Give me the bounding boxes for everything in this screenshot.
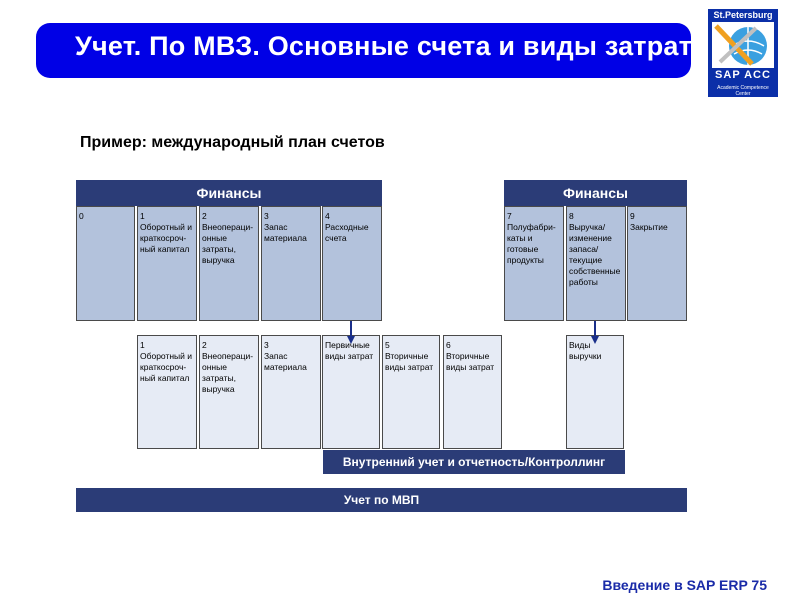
bottom-box-2: 2 Внеопераци-онные затраты, выручка <box>199 335 259 449</box>
globe-icon <box>712 22 774 68</box>
bottom-box-revenue-types: Виды выручки <box>566 335 624 449</box>
bottom-box-primary-costs: Первичные виды затрат <box>322 335 380 449</box>
bottom-box-6: 6 Вторичные виды затрат <box>443 335 502 449</box>
top-box-9: 9 Закрытие <box>627 206 687 321</box>
bottom-box-5: 5 Вторичные виды затрат <box>382 335 440 449</box>
finance-header-right: Финансы <box>504 180 687 206</box>
slide-title: Учет. По МВЗ. Основные счета и виды затрат <box>75 31 693 61</box>
footer-text: Введение в SAP ERP 75 <box>602 577 767 593</box>
top-box-7: 7 Полуфабри-каты и готовые продукты <box>504 206 564 321</box>
controlling-bar: Внутренний учет и отчетность/Контроллинг <box>323 450 625 474</box>
top-box-3: 3 Запас материала <box>261 206 321 321</box>
finance-header-left: Финансы <box>76 180 382 206</box>
subtitle: Пример: международный план счетов <box>80 134 385 151</box>
logo-emblem <box>712 22 774 68</box>
top-box-2: 2 Внеопераци-онные затраты, выручка <box>199 206 259 321</box>
mvp-bar: Учет по МВП <box>76 488 687 512</box>
top-box-0: 0 <box>76 206 135 321</box>
top-box-8: 8 Выручка/ изменение запаса/ текущие собственные работы <box>566 206 626 321</box>
top-box-1: 1 Оборотный и краткосроч-ный капитал <box>137 206 197 321</box>
bottom-box-1: 1 Оборотный и краткосроч-ный капитал <box>137 335 197 449</box>
logo-sub-text: Academic Competence Center <box>717 85 769 97</box>
logo-bottom-text: SAP ACC <box>715 69 771 81</box>
sap-acc-logo <box>708 9 778 97</box>
top-box-4: 4 Расходные счета <box>322 206 382 321</box>
bottom-box-3: 3 Запас материала <box>261 335 321 449</box>
logo-top-text: St.Petersburg <box>713 10 773 20</box>
